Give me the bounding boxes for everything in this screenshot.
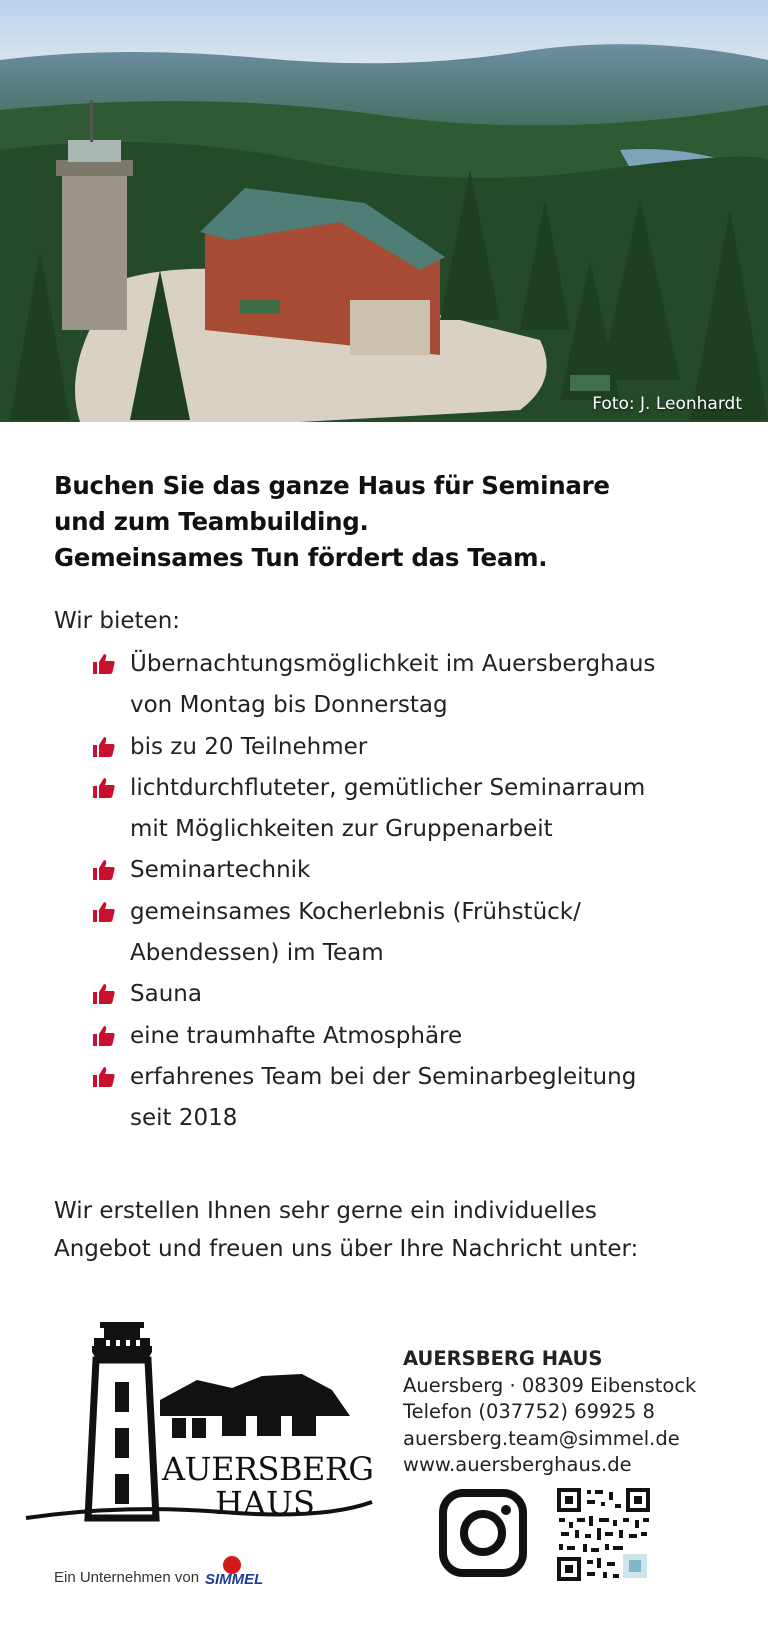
closing-text [54,1192,754,1268]
offer-item-text: Seminartechnik [130,857,311,884]
qr-code-icon[interactable] [557,1488,650,1581]
offer-item-text: bis zu 20 Teilnehmer [130,733,368,760]
phone: Telefon (037752) 69925 8 [403,1400,655,1423]
instagram-icon[interactable] [438,1488,528,1578]
auersberg-haus-logo [22,1318,377,1533]
company-name: AUERSBERG HAUS [403,1347,603,1370]
closing-line: Wir erstellen Ihnen sehr gerne ein individuelles [54,1198,597,1224]
headline-line: und zum Teambuilding. [54,507,369,536]
hero-photo [0,0,768,422]
closing-line: Angebot und freuen uns über Ihre Nachricht unter: [54,1236,639,1262]
offer-item [92,974,752,1015]
simmel-logo [205,1556,295,1586]
offer-item-text: lichtdurchfluteter, gemütlicher Seminarraum mit Möglichkeiten zur Gruppenarbeit [130,774,646,843]
offer-intro: Wir bieten: [54,608,181,634]
offer-item [92,1057,752,1140]
thumbs-up-icon [92,983,116,1005]
offer-item-text: eine traumhafte Atmosphäre [130,1022,463,1049]
logo-subtitle: HAUS [215,1484,315,1522]
offer-item-text: erfahrenes Team bei der Seminarbegleitung seit 2018 [130,1063,637,1132]
offer-item [92,850,752,891]
subsidiary-text: Ein Unternehmen von [54,1568,200,1586]
offer-item [92,768,752,851]
logo-title: AUERSBERG [162,1450,374,1488]
headline-line: Gemeinsames Tun fördert das Team. [54,543,548,572]
offer-item-text: gemeinsames Kocherlebnis (Frühstück/ Abendessen) im Team [130,898,581,967]
thumbs-up-icon [92,653,116,675]
contact-block [403,1346,696,1479]
thumbs-up-icon [92,901,116,923]
thumbs-up-icon [92,1066,116,1088]
website-link[interactable]: www.auersberghaus.de [403,1453,632,1476]
svg-text:SIMMEL: SIMMEL [205,1571,264,1586]
address: Auersberg · 08309 Eibenstock [403,1373,697,1397]
photo-credit: Foto: J. Leonhardt [592,394,742,414]
landscape-photo [0,0,768,422]
thumbs-up-icon [92,736,116,758]
headline [54,468,734,576]
thumbs-up-icon [92,1025,116,1047]
thumbs-up-icon [92,777,116,799]
thumbs-up-icon [92,859,116,881]
subsidiary-line [54,1562,295,1592]
headline-line: Buchen Sie das ganze Haus für Seminare [54,471,610,500]
offer-list [92,644,752,1140]
offer-item [92,892,752,975]
offer-item [92,727,752,768]
offer-item [92,644,752,727]
offer-item-text: Sauna [130,981,202,1008]
email-link[interactable]: auersberg.team@simmel.de [403,1426,680,1450]
offer-item [92,1016,752,1057]
offer-item-text: Übernachtungsmöglichkeit im Auersberghaus von Montag bis Donnerstag [130,651,656,719]
